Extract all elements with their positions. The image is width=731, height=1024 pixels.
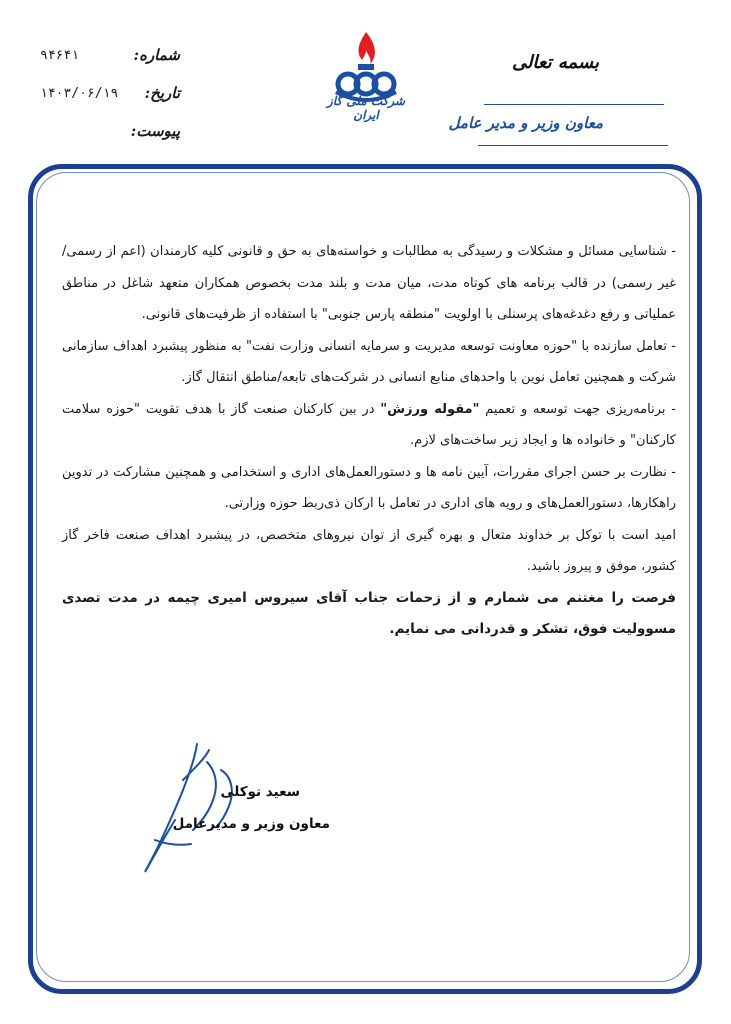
bismillah-heading: بسمه تعالی <box>511 52 599 73</box>
attachment-row <box>40 122 180 160</box>
paragraph-wishes: امید است با توکل بر خداوند متعال و بهره گیری از توان نیروهای متخصص، در پیشبرد اهداف صنعت فاخر گاز کشور، موفق و پیروز باشید. <box>62 527 676 574</box>
letter-body <box>62 236 676 646</box>
date-row <box>40 84 180 122</box>
paragraph-ministry-cooperation: - تعامل سازنده با "حوزه معاونت توسعه مدیریت و سرمایه انسانی وزارت نفت" به منظور پیشبرد اهداف سازمانی شرکت و همچنین تعامل نوین با واحدهای منابع انسانی در شرکت‌های تابعه/مناطق انتقال گاز. <box>62 338 676 385</box>
attachment-label: پیوست: <box>130 122 180 140</box>
header-rule-bottom <box>478 145 668 146</box>
paragraph-closing: فرصت را مغتنم می شمارم و از زحمات جناب آقای سیروس امیری چیمه در مدت تصدی مسوولیت فوق، تشکر و قدردانی می نمایم. <box>62 589 676 637</box>
number-label: شماره: <box>133 46 180 64</box>
logo-caption: شرکت ملی گاز ایران <box>326 94 406 122</box>
sport-text-before: - برنامه‌ریزی جهت توسعه و تعمیم <box>479 401 676 417</box>
signer-title: معاون وزیر و مدیرعامل <box>172 816 330 832</box>
header-rule-top <box>484 104 664 105</box>
number-row <box>40 46 180 84</box>
signer-name: سعید توکلی <box>220 784 300 800</box>
letter-number: ۹۴۶۴۱ <box>40 48 80 63</box>
paragraph-supervision: - نظارت بر حسن اجرای مقررات، آیین نامه ها و دستورالعمل‌های اداری و استخدامی و همچنین مشارکت در تدوین راهکارها، دستورالعمل‌های و رویه های اداری در تعامل با ارکان ذی‌ربط حوزه وزارتی. <box>62 464 676 511</box>
paragraph-staff-issues: - شناسایی مسائل و مشکلات و رسیدگی به مطالبات و خواسته‌های به حق و قانونی کلیه کارمندان (اعم از رسمی/غیر رسمی) در قالب برنامه های کوتاه مدت، میان مدت و بلند مدت بخصوص همکاران متعهد شاغل در مناطق عملیاتی و رفع دغدغه‌های پرسنلی با اولویت "منطقه پارس جنوبی" با استفاده از ظرفیت‌های قانونی. <box>62 244 676 322</box>
sport-text-after: در بین کارکنان صنعت گاز با هدف تقویت "حوزه سلامت کارکنان" و خانواده ها و ایجاد زیر ساخت‌های لازم. <box>62 401 676 448</box>
letter-date: ۱۴۰۳/۰۶/۱۹ <box>40 86 119 101</box>
letter-meta <box>40 46 180 160</box>
office-title: معاون وزیر و مدیر عامل <box>448 114 603 132</box>
signature-icon <box>135 740 255 880</box>
sport-highlight: "مقوله ورزش" <box>380 401 480 417</box>
date-label: تاریخ: <box>144 84 180 102</box>
paragraph-sport <box>62 394 676 457</box>
